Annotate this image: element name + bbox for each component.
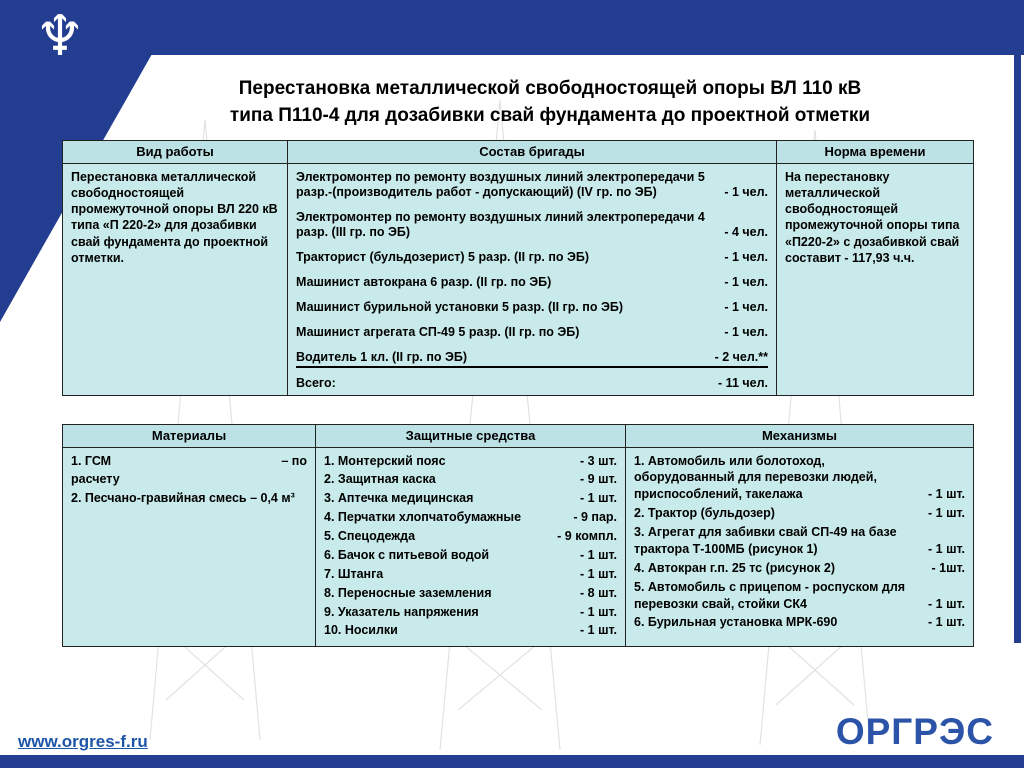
protective-name: 3. Аптечка медицинская — [324, 491, 474, 506]
protective-item — [324, 528, 617, 545]
brigade-total-row — [296, 376, 768, 391]
protective-name: 2. Защитная каска — [324, 472, 436, 487]
company-emblem — [14, 0, 106, 74]
material-name: 1. ГСМ — [71, 453, 112, 468]
protective-name: 10. Носилки — [324, 623, 398, 638]
brigade-count: - 1 чел. — [724, 324, 768, 339]
column-header-work-type: Вид работы — [63, 141, 288, 164]
brigade-role: Машинист агрегата СП-49 5 разр. (II гр. по ЭБ) — [296, 324, 580, 339]
mechanism-count: - 1шт. — [931, 560, 965, 575]
material-name: расчету — [71, 472, 120, 487]
brigade-cell — [288, 164, 777, 396]
protective-name: 7. Штанга — [324, 566, 384, 581]
protective-item — [324, 453, 617, 470]
materials-cell — [63, 448, 316, 648]
column-header-brigade: Состав бригады — [288, 141, 777, 164]
mechanism-name: 5. Автомобиль с прицепом - роспуском для перевозки свай, стойки СК4 — [634, 579, 906, 611]
mechanism-count: - 1 шт. — [928, 487, 965, 502]
protective-count: - 1 шт. — [580, 566, 617, 581]
brigade-total-count: - 11 чел. — [718, 375, 768, 390]
brigade-count: - 1 чел. — [724, 299, 768, 314]
protective-item — [324, 490, 617, 507]
brigade-count: - 2 чел.** — [714, 349, 768, 364]
protective-count: - 9 компл. — [557, 529, 617, 544]
company-logo-text: ОРГРЭС — [835, 711, 994, 752]
protective-item — [324, 604, 617, 621]
brigade-entry — [296, 250, 768, 265]
brigade-role: Машинист автокрана 6 разр. (II гр. по ЭБ) — [296, 274, 552, 289]
right-edge-strip — [1014, 55, 1021, 643]
material-value: – по — [281, 453, 307, 468]
brigade-role: Водитель 1 кл. (II гр. по ЭБ) — [296, 349, 468, 364]
material-item — [71, 471, 307, 488]
protective-item — [324, 547, 617, 564]
protective-cell — [316, 448, 626, 648]
column-header-time-norm: Норма времени — [777, 141, 974, 164]
resources-table-header-row — [63, 425, 974, 448]
protective-name: 1. Монтерский пояс — [324, 453, 446, 468]
brigade-role: Электромонтер по ремонту воздушных линий электропередачи 4 разр. (III гр. по ЭБ) — [296, 209, 705, 239]
mechanism-name: 2. Трактор (бульдозер) — [634, 506, 775, 521]
material-item — [71, 490, 307, 507]
brigade-entry — [296, 170, 768, 200]
mechanism-item — [634, 453, 965, 504]
mechanism-item — [634, 524, 965, 558]
work-type-cell: Перестановка металлической свободностоящей промежуточной опоры ВЛ 220 кВ типа «П 220-2» для дозабивки свай фундамента до проектной отметки. — [63, 164, 288, 396]
protective-name: 5. Спецодежда — [324, 529, 416, 544]
protective-item — [324, 566, 617, 583]
brigade-entry — [296, 275, 768, 290]
time-norm-cell: На перестановку металлической свободностоящей промежуточной опоры типа «П220-2» с дозабивкой свай составит - 117,93 ч.ч. — [777, 164, 974, 396]
protective-name: 4. Перчатки хлопчатобумажные — [324, 510, 522, 525]
column-header-mechanisms: Механизмы — [626, 425, 974, 448]
protective-count: - 3 шт. — [580, 453, 617, 468]
mechanism-count: - 1 шт. — [928, 615, 965, 630]
website-link[interactable]: www.orgres-f.ru — [18, 732, 148, 751]
mechanism-name: 6. Бурильная установка МРК-690 — [634, 615, 838, 630]
work-table-header-row — [63, 141, 974, 164]
slide-title — [120, 76, 980, 129]
mechanism-item — [634, 579, 965, 613]
work-table — [62, 140, 974, 396]
mechanism-name: 1. Автомобиль или болотоход, оборудованный для перевозки людей, приспособлений, такелажа — [634, 453, 877, 502]
protective-name: 8. Переносные заземления — [324, 585, 492, 600]
column-header-materials: Материалы — [63, 425, 316, 448]
work-table-body-row — [63, 164, 974, 396]
bottom-banner — [0, 755, 1024, 768]
protective-count: - 1 шт. — [580, 623, 617, 638]
protective-item — [324, 509, 617, 526]
material-item — [71, 453, 307, 470]
brigade-entry — [296, 300, 768, 315]
brigade-total-label: Всего: — [296, 375, 336, 390]
top-banner — [0, 0, 1024, 55]
brigade-entry — [296, 325, 768, 340]
protective-item — [324, 622, 617, 639]
protective-count: - 8 шт. — [580, 585, 617, 600]
mechanism-count: - 1 шт. — [928, 506, 965, 521]
protective-name: 6. Бачок с питьевой водой — [324, 547, 490, 562]
resources-table-body-row — [63, 448, 974, 648]
mechanism-item — [634, 560, 965, 577]
brigade-count: - 1 чел. — [724, 274, 768, 289]
brigade-count: - 1 чел. — [724, 249, 768, 264]
brigade-count: - 4 чел. — [724, 224, 768, 239]
mechanism-count: - 1 шт. — [928, 596, 965, 611]
mechanism-item — [634, 614, 965, 631]
mechanism-name: 3. Агрегат для забивки свай СП-49 на базе трактора Т-100МБ (рисунок 1) — [634, 525, 897, 556]
protective-count: - 9 шт. — [580, 472, 617, 487]
slide-title-line1: Перестановка металлической свободностоящей опоры ВЛ 110 кВ — [238, 78, 862, 99]
mechanism-item — [634, 505, 965, 522]
brigade-count: - 1 чел. — [724, 184, 768, 199]
mechanisms-cell — [626, 448, 974, 648]
brigade-entry — [296, 210, 768, 240]
slide-title-line2: типа П110-4 для дозабивки свай фундамента до проектной отметки — [229, 104, 871, 126]
trident-icon: ♆ — [34, 4, 86, 69]
mechanism-name: 4. Автокран г.п. 25 тс (рисунок 2) — [634, 560, 836, 575]
protective-item — [324, 471, 617, 488]
brigade-role: Электромонтер по ремонту воздушных линий электропередачи 5 разр.-(производитель работ - допускающий) (IV гр. по ЭБ) — [296, 169, 705, 199]
resources-table — [62, 424, 974, 647]
mechanism-count: - 1 шт. — [928, 541, 965, 556]
protective-item — [324, 585, 617, 602]
protective-count: - 1 шт. — [580, 547, 617, 562]
brigade-entry-driver — [296, 350, 768, 368]
brigade-role: Машинист бурильной установки 5 разр. (II гр. по ЭБ) — [296, 299, 624, 314]
protective-count: - 9 пар. — [573, 510, 617, 525]
material-name: 2. Песчано-гравийная смесь – 0,4 м³ — [71, 491, 295, 506]
protective-count: - 1 шт. — [580, 604, 617, 619]
column-header-protective: Защитные средства — [316, 425, 626, 448]
protective-name: 9. Указатель напряжения — [324, 604, 479, 619]
brigade-role: Тракторист (бульдозерист) 5 разр. (II гр. по ЭБ) — [296, 249, 590, 264]
protective-count: - 1 шт. — [580, 491, 617, 506]
